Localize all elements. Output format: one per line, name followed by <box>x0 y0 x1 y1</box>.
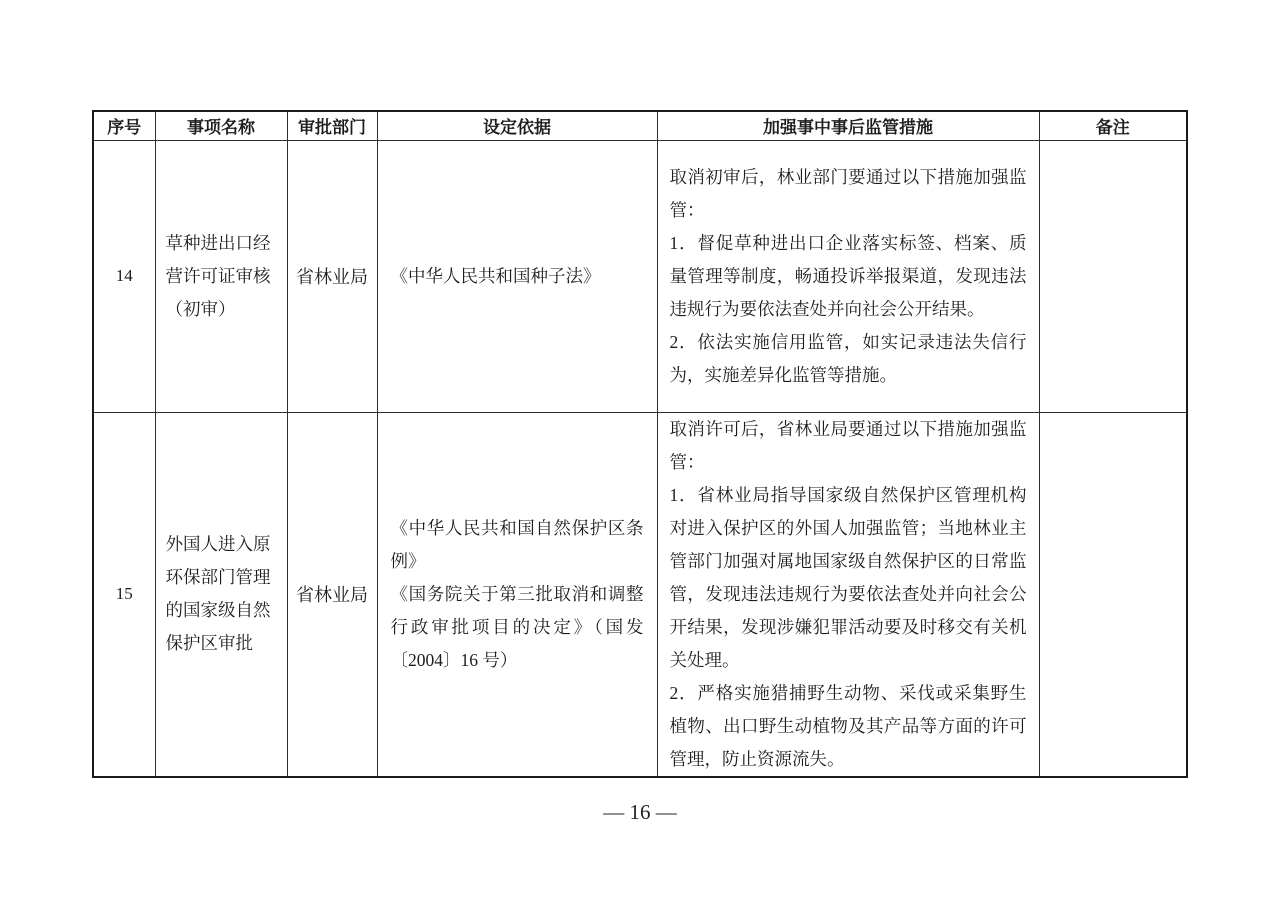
cell-item-name: 外国人进入原环保部门管理的国家级自然保护区审批 <box>155 412 287 777</box>
measures-paragraph: 1．督促草种进出口企业落实标签、档案、质量管理等制度，畅通投诉举报渠道，发现违法违规行为要依法查处并向社会公开结果。 <box>669 232 1027 319</box>
table-row <box>93 412 1187 777</box>
cell-item-name: 草种进出口经营许可证审核（初审） <box>155 140 287 412</box>
header-seq: 序号 <box>93 111 155 140</box>
cell-department: 省林业局 <box>287 140 377 412</box>
measures-paragraph: 取消初审后，林业部门要通过以下措施加强监管： <box>669 166 1027 220</box>
basis-paragraph: 《国务院关于第三批取消和调整行政审批项目的决定》（国发〔2004〕16 号） <box>390 583 644 670</box>
basis-paragraph: 《中华人民共和国种子法》 <box>390 265 601 286</box>
measures-paragraph: 1．省林业局指导国家级自然保护区管理机构对进入保护区的外国人加强监管；当地林业主管部门加强对属地国家级自然保护区的日常监管，发现违法违规行为要依法查处并向社会公开结果，发现涉嫌犯罪活动要及时移交有关机关处理。 <box>669 484 1027 670</box>
basis-paragraph: 《中华人民共和国自然保护区条例》 <box>390 517 644 571</box>
cell-department: 省林业局 <box>287 412 377 777</box>
approval-items-table <box>92 110 1188 778</box>
header-department: 审批部门 <box>287 111 377 140</box>
table-header-row <box>93 111 1187 140</box>
page-number: — 16 — <box>603 800 677 824</box>
cell-basis <box>377 412 657 777</box>
measures-paragraph: 2．依法实施信用监管，如实记录违法失信行为，实施差异化监管等措施。 <box>669 331 1027 385</box>
cell-seq: 14 <box>93 140 155 412</box>
measures-paragraph: 取消许可后，省林业局要通过以下措施加强监管： <box>669 418 1027 472</box>
header-note: 备注 <box>1039 111 1187 140</box>
header-measures: 加强事中事后监管措施 <box>657 111 1039 140</box>
header-item-name: 事项名称 <box>155 111 287 140</box>
cell-measures <box>657 412 1039 777</box>
cell-basis <box>377 140 657 412</box>
table-row <box>93 140 1187 412</box>
header-basis: 设定依据 <box>377 111 657 140</box>
cell-seq: 15 <box>93 412 155 777</box>
cell-note <box>1039 140 1187 412</box>
measures-paragraph: 2．严格实施猎捕野生动物、采伐或采集野生植物、出口野生动植物及其产品等方面的许可管理，防止资源流失。 <box>669 682 1027 769</box>
cell-measures <box>657 140 1039 412</box>
cell-note <box>1039 412 1187 777</box>
